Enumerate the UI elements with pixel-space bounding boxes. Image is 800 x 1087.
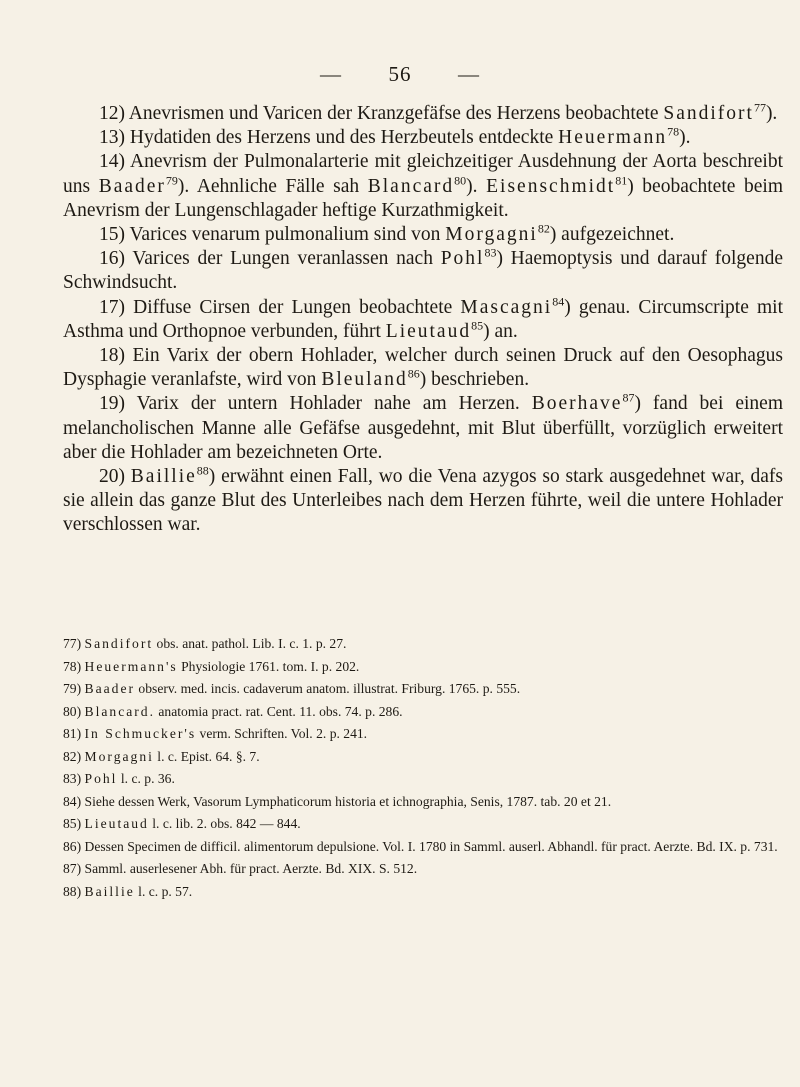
footnote-text: l. c. Epist. 64. §. 7.	[153, 748, 260, 764]
text-run: ). Aehnliche Fälle sah	[177, 175, 368, 197]
author-name: Heuermann	[558, 127, 668, 149]
paragraph	[63, 102, 783, 126]
author-name: Mascagni	[460, 296, 553, 318]
footnote-author: Baader	[84, 681, 136, 696]
footnote	[63, 768, 788, 791]
footnote-ref: 86	[407, 366, 420, 381]
footnote-ref: 78	[667, 124, 680, 139]
text-run: 18) Ein Varix der obern Hohlader, welcher durch seinen Druck auf den Oesophagus Dysphagie veranlafste, wird von	[63, 345, 783, 391]
author-name: Sandifort	[663, 103, 754, 124]
page-number: 56	[388, 62, 412, 86]
footnote-number: 82)	[63, 748, 85, 764]
paragraph	[63, 126, 783, 150]
author-name: Bleuland	[321, 369, 408, 391]
author-name: Boerhave	[531, 393, 623, 415]
footnote-number: 85)	[63, 816, 85, 831]
text-run: ) genau. Circumscripte mit Asthma und Orthopnoe verbunden, führt	[63, 296, 783, 342]
footnote-text: Samml. auserlesener Abh. für pract. Aerzte. Bd. XIX. S. 512.	[84, 861, 418, 876]
footnote-number: 78)	[63, 658, 85, 674]
footnote-text: verm. Schriften. Vol. 2. p. 241.	[196, 726, 368, 741]
author-name: Eisenschmidt	[486, 175, 616, 197]
footnote-text: obs. anat. pathol. Lib. I. c. 1. p. 27.	[153, 636, 347, 651]
footnote-ref: 81	[615, 173, 628, 188]
footnote	[63, 656, 788, 679]
header-dash-left: —	[320, 62, 342, 86]
footnote-text: observ. med. incis. cadaverum anatom. illustrat. Friburg. 1765. p. 555.	[135, 681, 521, 696]
footnote-author: Sandifort	[84, 636, 154, 651]
text-run: ) beobachtete beim Anevrism der Lungenschlagader heftige Kurzathmigkeit.	[63, 175, 784, 221]
footnote-ref: 87	[622, 390, 635, 405]
footnote-number: 87)	[63, 861, 85, 876]
footnote	[63, 633, 788, 656]
footnote-text: anatomia pract. rat. Cent. 11. obs. 74. p. 286.	[155, 703, 403, 719]
footnote-author: Morgagni	[84, 748, 154, 764]
text-run: 13) Hydatiden des Herzens und des Herzbeutels entdeckte	[99, 127, 559, 149]
text-run: ) beschrieben.	[419, 369, 530, 391]
footnote-number: 88)	[63, 883, 85, 899]
footnote-author: Baillie	[84, 883, 135, 899]
text-run: 12) Anevrismen und Varicen der Kranzgefäfse des Herzens beobachtete	[99, 103, 664, 124]
page-header	[0, 62, 800, 87]
text-run: 16) Varices der Lungen veranlassen nach	[99, 248, 441, 270]
author-name: Blancard	[367, 175, 455, 197]
footnote-ref: 79	[165, 173, 178, 188]
footnote-number: 83)	[63, 771, 85, 786]
footnote-number: 86)	[63, 838, 85, 854]
paragraph	[63, 223, 783, 247]
footnote-author: Pohl	[84, 771, 118, 786]
text-run: 20)	[99, 466, 131, 488]
footnote-number: 77)	[63, 636, 85, 651]
footnote-text: Dessen Specimen de difficil. alimentorum depulsione. Vol. I. 1780 in Samml. auserl. Abhandl. für pract. Aerzte. Bd. IX. p. 731.	[84, 838, 778, 854]
header-dash-right: —	[458, 62, 480, 86]
footnote	[63, 813, 788, 836]
text-run: ).	[765, 103, 778, 124]
paragraph	[63, 344, 783, 392]
footnotes	[63, 633, 788, 903]
text-run: ) an.	[483, 320, 518, 342]
paragraph	[63, 247, 783, 295]
main-text	[63, 102, 783, 538]
text-run: 14) Anevrism der Pulmonalarterie mit gleichzeitiger Ausdehnung der Aorta beschreibt uns	[63, 151, 783, 197]
text-run: ).	[466, 175, 487, 197]
text-run: ) erwähnt einen Fall, wo die Vena azygos so stark ausgedehnet war, dafs sie allein das ganze Blut des Unterleibes nach dem Herzen führte, weil die untere Hohlader verschlossen war.	[63, 466, 783, 536]
footnote	[63, 701, 788, 724]
footnote	[63, 881, 788, 904]
footnote	[63, 836, 788, 859]
footnote-number: 79)	[63, 681, 85, 696]
footnote-text: l. c. p. 36.	[117, 771, 175, 786]
footnote-number: 84)	[63, 793, 85, 809]
footnote-number: 80)	[63, 703, 85, 719]
author-name: Baader	[98, 175, 166, 197]
footnote-author: In Schmucker's	[84, 726, 197, 741]
footnote-text: l. c. p. 57.	[134, 883, 193, 899]
footnote-ref: 82	[537, 221, 550, 236]
paragraph	[63, 296, 783, 344]
text-run: ) aufgezeichnet.	[549, 224, 675, 246]
author-name: Lieutaud	[385, 320, 472, 342]
footnote-author: Blancard.	[84, 703, 155, 719]
footnote-author: Lieutaud	[84, 816, 149, 831]
text-run: ).	[679, 127, 691, 149]
footnote-text: Siehe dessen Werk, Vasorum Lymphaticorum historia et ichnographia, Senis, 1787. tab. 20 et 21.	[84, 793, 612, 809]
footnote-ref: 85	[471, 318, 484, 333]
author-name: Baillie	[130, 466, 197, 488]
footnote	[63, 858, 788, 881]
text-run: 19) Varix der untern Hohlader nahe am Herzen.	[99, 393, 532, 415]
footnote-text: l. c. lib. 2. obs. 842 — 844.	[148, 816, 301, 831]
footnote	[63, 791, 788, 814]
footnote-ref: 84	[552, 294, 565, 309]
footnote-number: 81)	[63, 726, 85, 741]
footnote-text: Physiologie 1761. tom. I. p. 202.	[177, 658, 360, 674]
paragraph	[63, 392, 783, 465]
footnote	[63, 678, 788, 701]
footnote	[63, 723, 788, 746]
author-name: Pohl	[440, 248, 485, 270]
author-name: Morgagni	[445, 224, 538, 246]
footnote-ref: 83	[484, 245, 497, 260]
text-run: ) fand bei einem melancholischen Manne alle Gefäfse ausgedehnt, mit Blut überfüllt, vorzüglich erweitert aber die Hohlader am bezeichneten Orte.	[63, 393, 783, 463]
footnote-ref: 88	[196, 463, 209, 478]
paragraph	[63, 150, 783, 223]
footnote-author: Heuermann's	[84, 658, 178, 674]
footnote	[63, 746, 788, 769]
paragraph	[63, 465, 783, 538]
footnote-ref: 80	[454, 173, 467, 188]
text-run: 15) Varices venarum pulmonalium sind von	[99, 224, 446, 246]
footnote-ref: 77	[753, 100, 766, 115]
text-run: 17) Diffuse Cirsen der Lungen beobachtete	[99, 296, 461, 318]
text-run: ) Haemoptysis und darauf folgende Schwindsucht.	[63, 248, 783, 294]
